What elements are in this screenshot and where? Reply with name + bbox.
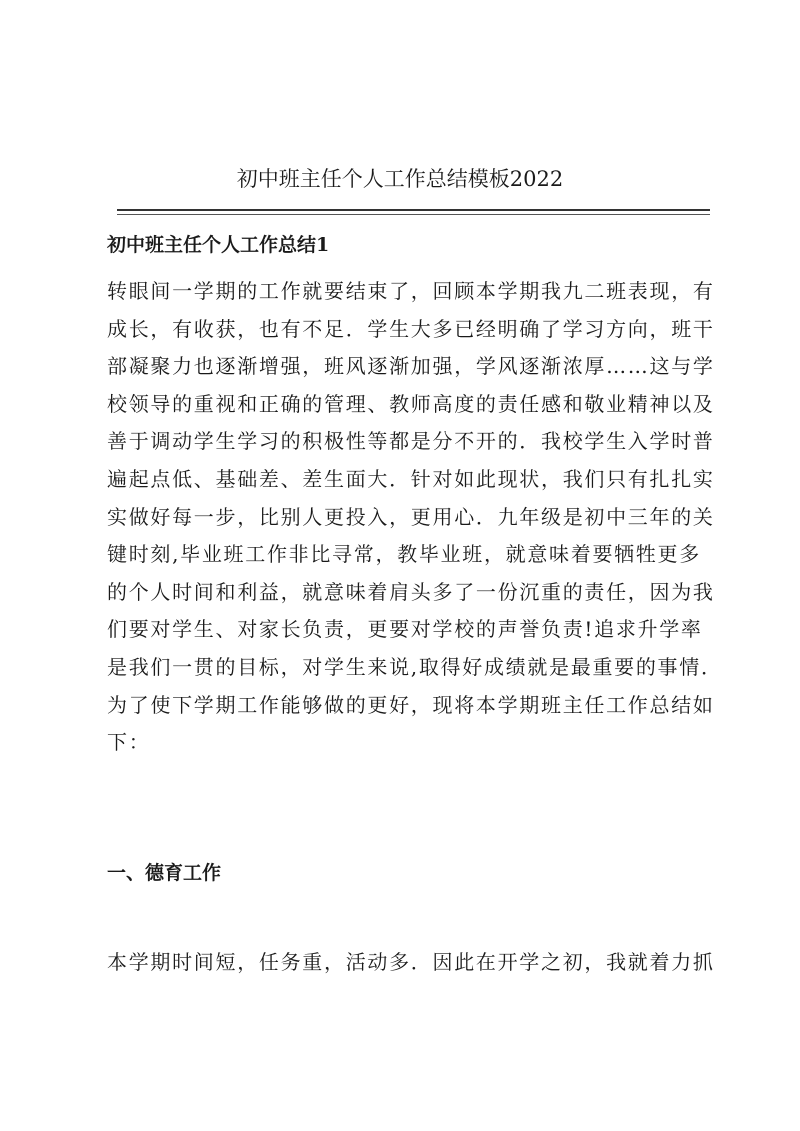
paragraph-intro [107,273,723,762]
paragraph-line: 转眼间一学期的工作就要结束了，回顾本学期我九二班表现，有 [107,279,715,303]
paragraph-line: 部凝聚力也逐渐增强，班风逐渐加强，学风逐渐浓厚……这与学 [107,354,715,379]
paragraph-line: 的个人时间和利益，就意味着肩头多了一份沉重的责任，因为我 [107,579,715,604]
title-underline-thin [117,214,710,215]
section-heading-moral-education: 一、德育工作 [107,862,222,884]
paragraph-line: 实做好每一步，比别人更投入，更用心．九年级是初中三年的关 [107,504,715,529]
paragraph-line: 下： [107,730,151,755]
paragraph-line: 们要对学生、对家长负责，更要对学校的声誉负责!追求升学率 [107,617,703,642]
paragraph-line: 善于调动学生学习的积极性等都是分不开的．我校学生入学时普 [107,429,715,454]
paragraph-line: 是我们一贯的目标，对学生来说,取得好成绩就是最重要的事情． [107,654,723,679]
title-underline-thick [117,209,710,211]
paragraph-line: 遍起点低、基础差、差生面大．针对如此现状，我们只有扎扎实 [107,466,715,491]
paragraph-line: 键时刻,毕业班工作非比寻常，教毕业班，就意味着要牺牲更多 [107,542,701,567]
document-title: 初中班主任个人工作总结模板2022 [236,167,564,191]
paragraph-line: 校领导的重视和正确的管理、教师高度的责任感和敬业精神以及 [107,391,715,416]
paragraph-line: 成长，有收获，也有不足．学生大多已经明确了学习方向，班干 [107,316,715,341]
paragraph-line: 为了使下学期工作能够做的更好，现将本学期班主任工作总结如 [107,692,715,717]
document-subtitle: 初中班主任个人工作总结1 [107,234,330,256]
paragraph-moral-education: 本学期时间短，任务重，活动多．因此在开学之初，我就着力抓 [107,950,715,974]
